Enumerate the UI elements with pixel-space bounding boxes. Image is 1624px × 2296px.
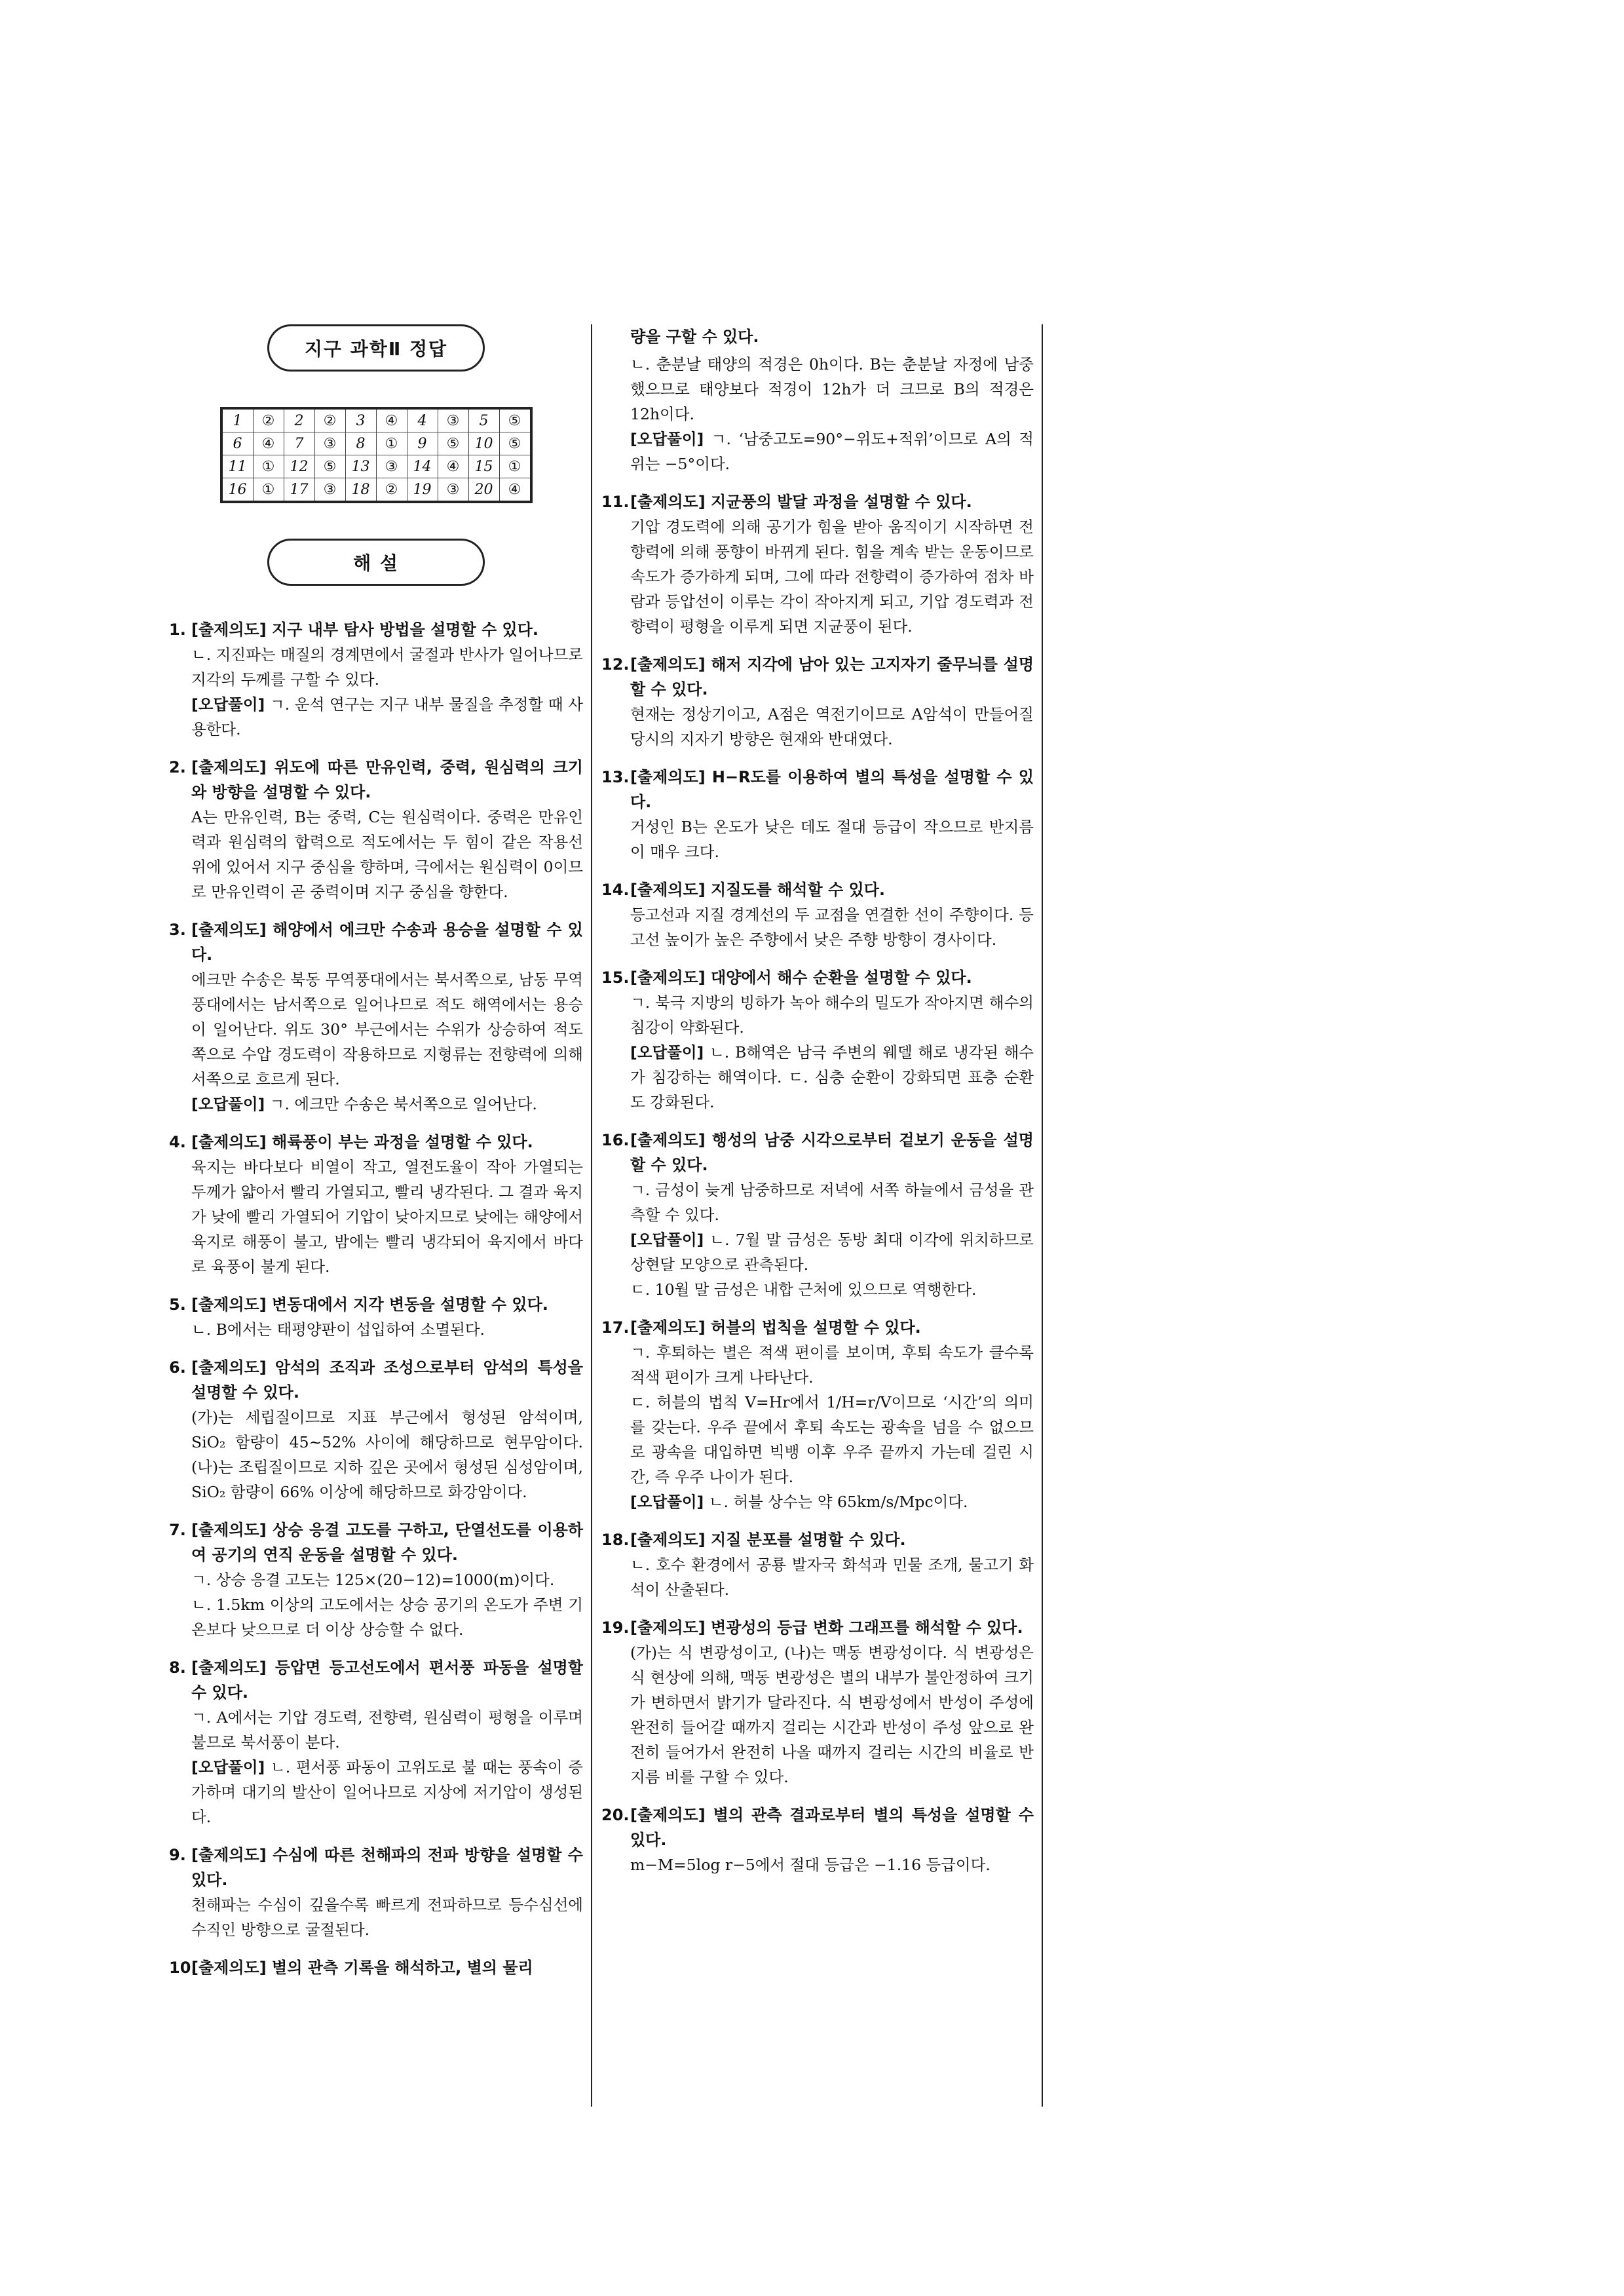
answer-choice: ② (376, 478, 407, 503)
item-number: 2. (169, 758, 186, 776)
explanation-paragraph: (가)는 식 변광성이고, (나)는 맥동 변광성이다. 식 변광성은 식 현상에 의해, 맥동 변광성은 별의 내부가 불안정하여 크기가 변하면서 밝기가 달라진다. 식 변광성에서 반성이 주성에 완전히 들어갈 때까지 걸리는 시간과 반성이 주성 앞으로 완전히 들어가서 완전히 나올 때까지 걸리는 시간의 비율로 반지름 비를 구할 수 있다. (630, 1643, 1034, 1786)
item-heading (601, 1128, 1034, 1177)
item-heading (169, 1518, 583, 1567)
question-number: 1 (221, 408, 254, 432)
explanation-paragraph: ㄴ. 호수 환경에서 공룡 발자국 화석과 민물 조개, 물고기 화석이 산출된다. (630, 1556, 1034, 1599)
item-objective: [출제의도] 지질도를 해석할 수 있다. (630, 881, 886, 899)
item-number: 11. (601, 493, 630, 511)
answer-row (221, 432, 531, 455)
item-heading (601, 1527, 1034, 1552)
left-column (169, 324, 583, 1993)
question-number: 15 (468, 455, 499, 478)
item-objective: [출제의도] 상승 응결 고도를 구하고, 단열선도를 이용하여 공기의 연직 운동을 설명할 수 있다. (191, 1521, 583, 1564)
explanation-paragraph: A는 만유인력, B는 중력, C는 원심력이다. 중력은 만유인력과 원심력의 합력으로 적도에서는 두 힘이 같은 작용선 위에 있어서 지구 중심을 향하며, 극에서는 원심력이 0이므로 만유인력이 곧 중력이며 지구 중심을 향한다. (191, 808, 583, 901)
answer-choice: ③ (314, 478, 345, 503)
explanation-paragraph: 기압 경도력에 의해 공기가 힘을 받아 움직이기 시작하면 전향력에 의해 풍향이 바뀌게 된다. 힘을 계속 받는 운동이므로 속도가 증가하게 되며, 그에 따라 전향력이 증가하여 점차 바람과 등압선이 이루는 각이 작아지게 되고, 기압 경도력과 전향력이 평형을 이루게 되면 지균풍이 된다. (630, 518, 1034, 636)
item-objective: [출제의도] 수심에 따른 천해파의 전파 방향을 설명할 수 있다. (191, 1846, 583, 1889)
explanation-paragraph: ㄱ. A에서는 기압 경도력, 전향력, 원심력이 평형을 이루며 불므로 북서풍이 분다. (191, 1708, 583, 1751)
explanation-paragraph (191, 1092, 583, 1117)
explanation-item (169, 1955, 583, 1980)
answer-choice: ⑤ (438, 432, 468, 455)
explanation-paragraph (630, 1040, 1034, 1115)
item-number: 12. (601, 655, 630, 674)
wrong-answer-tag: [오답풀이] (630, 1043, 704, 1062)
item-objective: [출제의도] 등압면 등고선도에서 편서풍 파동을 설명할 수 있다. (191, 1658, 583, 1702)
item-objective: [출제의도] 해저 지각에 남아 있는 고지자기 줄무늬를 설명할 수 있다. (630, 655, 1034, 698)
explanation-item (169, 755, 583, 904)
wrong-answer-tag: [오답풀이] (191, 1095, 265, 1113)
question-number: 9 (407, 432, 438, 455)
item-heading (601, 1315, 1034, 1340)
item-body (169, 1567, 583, 1642)
explanation-paragraph: 현재는 정상기이고, A점은 역전기이므로 A암석이 만들어질 당시의 지자기 방향은 현재와 반대였다. (630, 705, 1034, 748)
answer-choice: ⑤ (499, 408, 531, 432)
item-heading (601, 965, 1034, 990)
explanation-paragraph (191, 1755, 583, 1829)
continued-heading: 량을 구할 수 있다. (630, 328, 759, 346)
answer-choice: ④ (376, 408, 407, 432)
explanation-paragraph: (가)는 세립질이므로 지표 부근에서 형성된 암석이며, SiO₂ 함량이 45~52% 사이에 해당하므로 현무암이다. (나)는 조립질이므로 지하 깊은 곳에서 형성된 심성암이며, SiO₂ 함량이 66% 이상에 해당하므로 화강암이다. (191, 1408, 583, 1501)
column-divider-right (1042, 324, 1043, 2107)
item-number: 7. (169, 1521, 186, 1539)
item-number: 1. (169, 621, 186, 639)
item-number: 13. (601, 768, 630, 786)
answer-choice: ⑤ (499, 432, 531, 455)
item-objective: [출제의도] 허블의 법칙을 설명할 수 있다. (630, 1318, 921, 1337)
question-number: 7 (284, 432, 314, 455)
item-heading (601, 1803, 1034, 1852)
item-objective: [출제의도] H−R도를 이용하여 별의 특성을 설명할 수 있다. (630, 768, 1034, 811)
item-number: 8. (169, 1658, 186, 1677)
question-number: 10 (468, 432, 499, 455)
item-body (169, 967, 583, 1117)
question-number: 20 (468, 478, 499, 503)
wrong-answer-text: ㄱ. ‘남중고도=90°−위도+적위’이므로 A의 적위는 −5°이다. (630, 430, 1034, 473)
column-divider-left (591, 324, 592, 2107)
answer-choice: ① (376, 432, 407, 455)
explanation-item (601, 965, 1034, 1115)
answer-choice: ① (499, 455, 531, 478)
item-body (601, 702, 1034, 752)
explanation-item (169, 1843, 583, 1942)
question-number: 3 (345, 408, 376, 432)
item-body (601, 990, 1034, 1115)
answer-choice: ③ (438, 478, 468, 503)
item-body (601, 1340, 1034, 1514)
item-objective: [출제의도] 암석의 조직과 조성으로부터 암석의 특성을 설명할 수 있다. (191, 1358, 583, 1402)
answer-key-title: 지구 과학Ⅱ 정답 (267, 324, 485, 372)
explanation-item (169, 917, 583, 1117)
answer-choice: ③ (438, 408, 468, 432)
explanation-item (601, 1527, 1034, 1602)
explanation-item (169, 1518, 583, 1642)
wrong-answer-text: ㄴ. 편서풍 파동이 고위도로 불 때는 풍속이 증가하며 대기의 발산이 일어나므로 지상에 저기압이 생성된다. (191, 1758, 583, 1826)
explanation-title: 해 설 (267, 539, 485, 586)
item-body (601, 814, 1034, 864)
item-number: 3. (169, 921, 186, 939)
explanation-paragraph (630, 1227, 1034, 1277)
item-number: 14. (601, 881, 630, 899)
item-body (601, 514, 1034, 639)
question-number: 14 (407, 455, 438, 478)
item-heading (601, 652, 1034, 702)
wrong-answer-text: ㄱ. 운석 연구는 지구 내부 물질을 추정할 때 사용한다. (191, 695, 583, 738)
item-objective: [출제의도] 지균풍의 발달 과정을 설명할 수 있다. (630, 493, 972, 511)
explanation-paragraph: ㄴ. 1.5km 이상의 고도에서는 상승 공기의 온도가 주변 기온보다 낮으므로 더 이상 상승할 수 없다. (191, 1596, 583, 1639)
item-body (169, 642, 583, 742)
answer-choice: ⑤ (314, 455, 345, 478)
explanation-paragraph: ㄱ. 상승 응결 고도는 125×(20−12)=1000(m)이다. (191, 1571, 555, 1589)
explanation-item (601, 652, 1034, 752)
wrong-answer-tag: [오답풀이] (191, 695, 265, 714)
explanation-item (169, 1355, 583, 1504)
explanation-list-left (169, 617, 583, 1980)
item-number: 15. (601, 968, 630, 987)
explanation-paragraph (191, 692, 583, 742)
answer-table (220, 407, 533, 503)
question-number: 8 (345, 432, 376, 455)
explanation-paragraph: ㄱ. 후퇴하는 별은 적색 편이를 보이며, 후퇴 속도가 클수록 적색 편이가 크게 나타난다. (630, 1343, 1034, 1387)
explanation-item (601, 1315, 1034, 1514)
item-number: 9. (169, 1846, 186, 1864)
item-body (169, 1155, 583, 1279)
item-body (601, 1552, 1034, 1602)
item-heading (169, 1292, 583, 1317)
item-body (169, 1892, 583, 1942)
item-heading (169, 1843, 583, 1892)
answer-choice: ② (253, 408, 284, 432)
item-number: 5. (169, 1295, 186, 1314)
answer-choice: ② (314, 408, 345, 432)
explanation-paragraph: ㄴ. 지진파는 매질의 경계면에서 굴절과 반사가 일어나므로 지각의 두께를 구할 수 있다. (191, 645, 583, 689)
answer-choice: ③ (314, 432, 345, 455)
answer-choice: ④ (253, 432, 284, 455)
explanation-paragraph: ㄴ. B에서는 태평양판이 섭입하여 소멸된다. (191, 1320, 485, 1339)
explanation-paragraph (630, 427, 1034, 476)
item-heading (601, 877, 1034, 902)
question-number: 2 (284, 408, 314, 432)
explanation-item (601, 765, 1034, 864)
question-number: 6 (221, 432, 254, 455)
explanation-paragraph: ㄷ. 10월 말 금성은 내합 근처에 있으므로 역행한다. (630, 1280, 977, 1299)
answer-choice: ① (253, 478, 284, 503)
continued-body (601, 352, 1034, 476)
item-number: 19. (601, 1618, 630, 1637)
item-objective: [출제의도] 해륙풍이 부는 과정을 설명할 수 있다. (191, 1133, 533, 1151)
explanation-paragraph: ㄷ. 허블의 법칙 V=Hr에서 1/H=r/V이므로 ‘시간’의 의미를 갖는다. 우주 끝에서 후퇴 속도는 광속을 넘을 수 없으므로 광속을 대입하면 빅뱅 이후 우주 끝까지 가는데 걸린 시간, 즉 우주 나이가 된다. (630, 1393, 1034, 1486)
explanation-paragraph: 천해파는 수심이 깊을수록 빠르게 전파하므로 등수심선에 수직인 방향으로 굴절된다. (191, 1896, 583, 1939)
answer-choice: ④ (438, 455, 468, 478)
wrong-answer-tag: [오답풀이] (630, 1231, 704, 1249)
wrong-answer-tag: [오답풀이] (630, 1493, 704, 1511)
item-number: 20. (601, 1806, 630, 1824)
question-number: 13 (345, 455, 376, 478)
explanation-item (601, 1803, 1034, 1877)
question-number: 19 (407, 478, 438, 503)
item-heading (601, 1615, 1034, 1640)
right-column (601, 324, 1034, 1890)
explanation-item (601, 1615, 1034, 1789)
explanation-paragraph: 육지는 바다보다 비열이 작고, 열전도율이 작아 가열되는 두께가 얇아서 빨리 가열되고, 빨리 냉각된다. 그 결과 육지가 낮에 빨리 가열되어 기압이 낮아지므로 낮에는 해양에서 육지로 해풍이 불고, 밤에는 빨리 냉각되어 육지에서 바다로 육풍이 불게 된다. (191, 1158, 583, 1276)
wrong-answer-text: ㄴ. 7월 말 금성은 동방 최대 이각에 위치하므로 상현달 모양으로 관측된다. (630, 1231, 1034, 1274)
question-number: 11 (221, 455, 254, 478)
explanation-item (601, 1128, 1034, 1302)
item-body (601, 1640, 1034, 1789)
item-number: 18. (601, 1531, 630, 1549)
item-heading (169, 1130, 583, 1155)
item-objective: [출제의도] 대양에서 해수 순환을 설명할 수 있다. (630, 968, 972, 987)
item-objective: [출제의도] 별의 관측 결과로부터 별의 특성을 설명할 수 있다. (630, 1806, 1034, 1849)
explanation-item (601, 877, 1034, 952)
answer-choice: ④ (499, 478, 531, 503)
question-number: 5 (468, 408, 499, 432)
item-number: 16. (601, 1131, 630, 1149)
item-number: 4. (169, 1133, 186, 1151)
item-objective: [출제의도] 지질 분포를 설명할 수 있다. (630, 1531, 906, 1549)
item-objective: [출제의도] 변광성의 등급 변화 그래프를 해석할 수 있다. (630, 1618, 1023, 1637)
explanation-paragraph: 에크만 수송은 북동 무역풍대에서는 북서쪽으로, 남동 무역풍대에서는 남서쪽으로 일어나므로 적도 해역에서는 용승이 일어난다. 위도 30° 부근에서는 수위가 상승하여 적도 쪽으로 수압 경도력이 작용하므로 지형류는 전향력에 의해 서쪽으로 흐르게 된다. (191, 970, 583, 1088)
wrong-answer-text: ㄴ. 허블 상수는 약 65km/s/Mpc이다. (704, 1493, 968, 1511)
explanation-item (169, 617, 583, 742)
item-heading (169, 1355, 583, 1405)
item-heading (601, 765, 1034, 814)
item-body (169, 1405, 583, 1504)
item-objective: [출제의도] 해양에서 에크만 수송과 용승을 설명할 수 있다. (191, 921, 583, 964)
item-body (601, 1852, 1034, 1877)
item-body (169, 1317, 583, 1342)
question-number: 17 (284, 478, 314, 503)
item-heading (601, 489, 1034, 514)
question-number: 18 (345, 478, 376, 503)
explanation-item (169, 1655, 583, 1829)
question-number: 16 (221, 478, 254, 503)
item-objective: [출제의도] 변동대에서 지각 변동을 설명할 수 있다. (191, 1295, 548, 1314)
answer-choice: ③ (376, 455, 407, 478)
explanation-paragraph: ㄴ. 춘분날 태양의 적경은 0h이다. B는 춘분날 자정에 남중했으므로 태양보다 적경이 12h가 더 크므로 B의 적경은 12h이다. (630, 355, 1034, 423)
explanation-item (169, 1130, 583, 1279)
explanation-item (601, 489, 1034, 639)
answer-row (221, 455, 531, 478)
item-heading (169, 917, 583, 967)
explanation-paragraph: 거성인 B는 온도가 낮은 데도 절대 등급이 작으므로 반지름이 매우 크다. (630, 818, 1034, 861)
explanation-paragraph (630, 1489, 1034, 1514)
item-body (169, 805, 583, 904)
item-number: 10. (169, 1959, 197, 1977)
wrong-answer-text: ㄴ. B해역은 남극 주변의 웨델 해로 냉각된 해수가 침강하는 해역이다. ㄷ. 심층 순환이 강화되면 표층 순환도 강화된다. (630, 1043, 1034, 1111)
wrong-answer-text: ㄱ. 에크만 수송은 북서쪽으로 일어난다. (265, 1095, 537, 1113)
item-heading (169, 1655, 583, 1705)
item-number: 6. (169, 1358, 186, 1377)
item-body (601, 1177, 1034, 1302)
question-number: 12 (284, 455, 314, 478)
answer-choice: ① (253, 455, 284, 478)
wrong-answer-tag: [오답풀이] (191, 1758, 265, 1776)
item-number: 17. (601, 1318, 630, 1337)
item-body (169, 1705, 583, 1829)
answer-row (221, 408, 531, 432)
question-number: 4 (407, 408, 438, 432)
explanation-paragraph: ㄱ. 금성이 늦게 남중하므로 저녁에 서쪽 하늘에서 금성을 관측할 수 있다. (630, 1181, 1034, 1224)
item-objective: [출제의도] 위도에 따른 만유인력, 중력, 원심력의 크기와 방향을 설명할 수 있다. (191, 758, 583, 801)
explanation-list-right (601, 489, 1034, 1877)
item-objective: [출제의도] 별의 관측 기록을 해석하고, 별의 물리 (191, 1959, 533, 1977)
explanation-paragraph: m−M=5log r−5에서 절대 등급은 −1.16 등급이다. (630, 1856, 991, 1874)
wrong-answer-tag: [오답풀이] (630, 430, 704, 448)
item-heading (169, 755, 583, 805)
item-heading (169, 617, 583, 642)
explanation-paragraph: 등고선과 지질 경계선의 두 교점을 연결한 선이 주향이다. 등고선 높이가 높은 주향에서 낮은 주향 방향이 경사이다. (630, 906, 1034, 949)
item-body (601, 902, 1034, 952)
answer-row (221, 478, 531, 503)
item-objective: [출제의도] 행성의 남중 시각으로부터 겉보기 운동을 설명할 수 있다. (630, 1131, 1034, 1174)
item-heading (169, 1955, 583, 1980)
item-objective: [출제의도] 지구 내부 탐사 방법을 설명할 수 있다. (191, 621, 539, 639)
explanation-paragraph: ㄱ. 북극 지방의 빙하가 녹아 해수의 밀도가 작아지면 해수의 침강이 약화된다. (630, 993, 1034, 1037)
explanation-item (169, 1292, 583, 1342)
